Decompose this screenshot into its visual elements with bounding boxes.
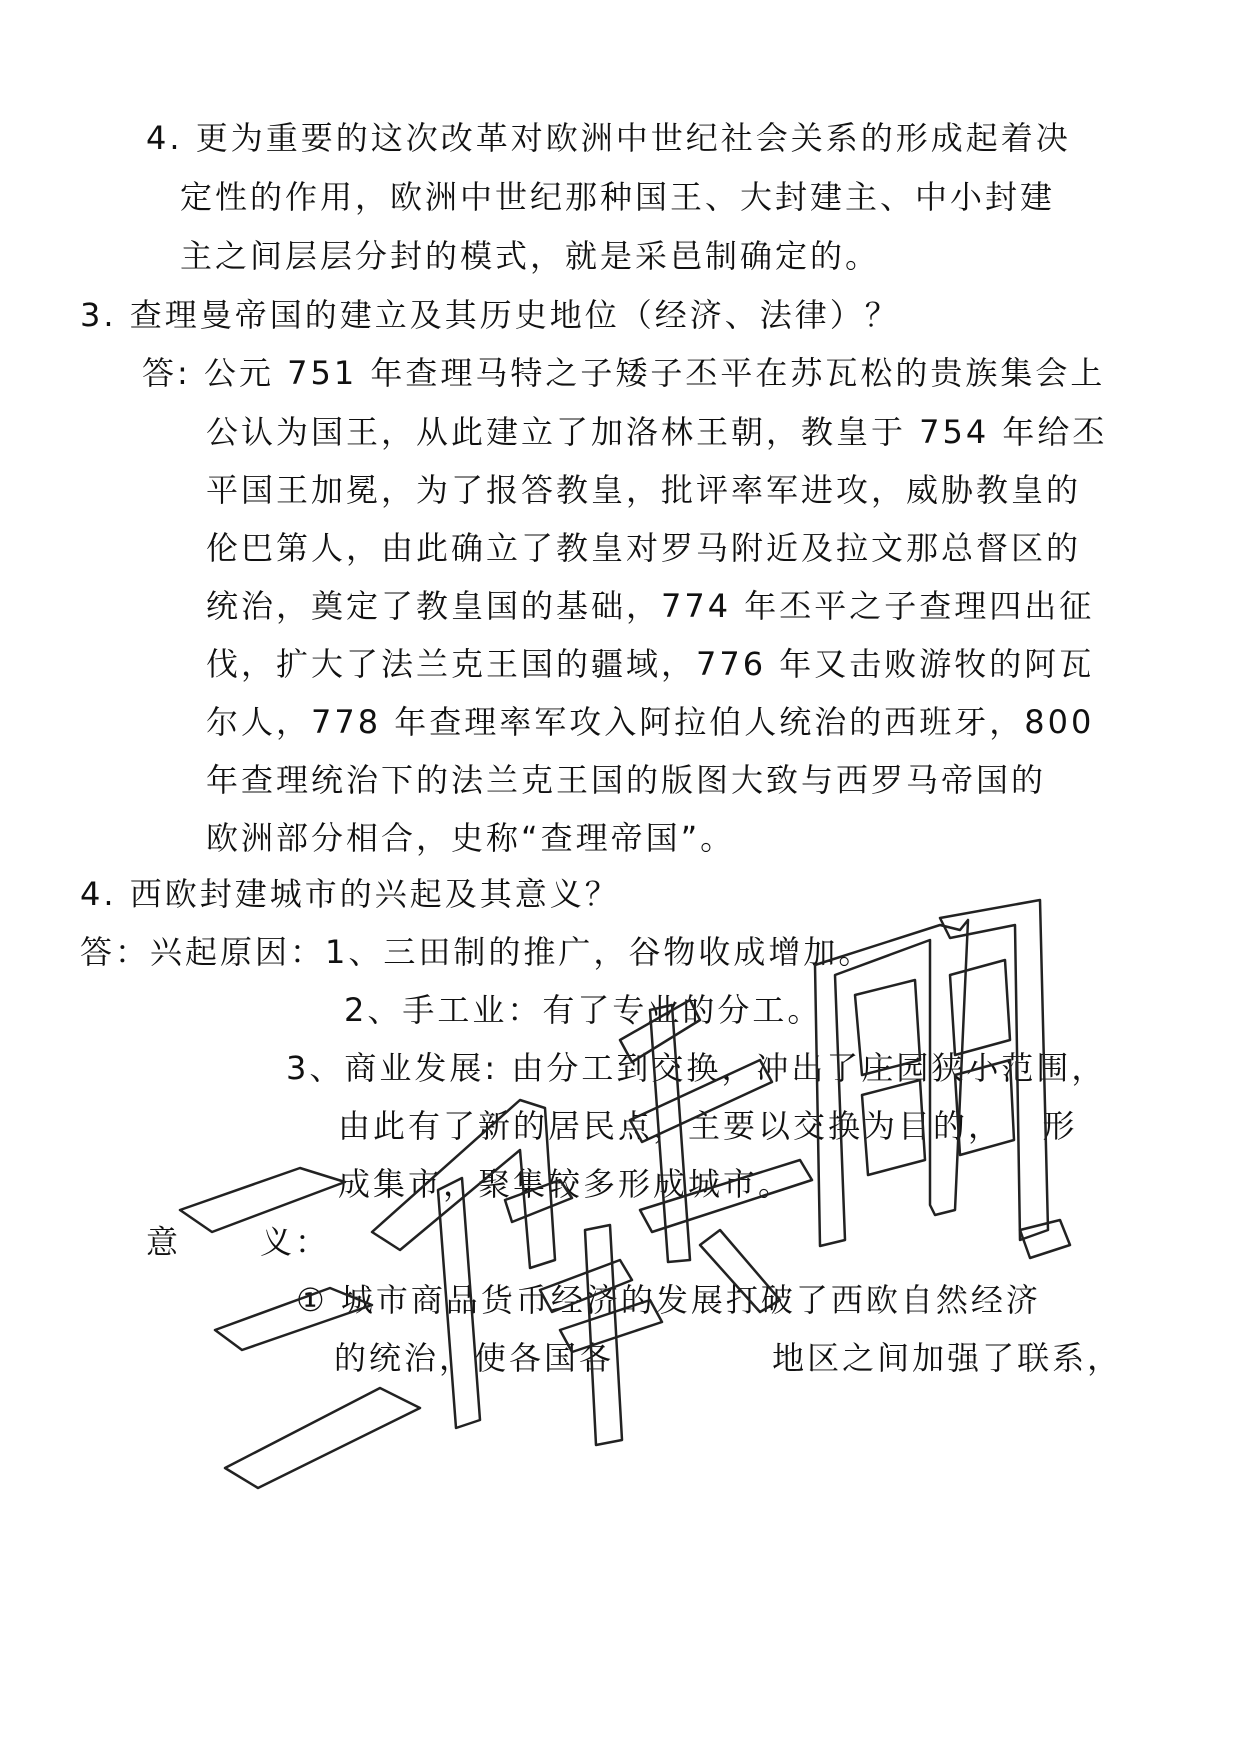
question4-reason-3-line3: 成集市，聚集较多形成城市。 xyxy=(338,1165,794,1203)
question3-answer-line: 公认为国王，从此建立了加洛林王朝，教皇于 754 年给丕 xyxy=(206,413,1108,451)
question4-reason-3-line1: 3、商业发展: 由分工到交换，冲出了庄园狭小范围， xyxy=(286,1049,1107,1087)
question3-answer-line: 欧洲部分相合，史称“查理帝国”。 xyxy=(206,819,736,857)
section4-line1: 4. 更为重要的这次改革对欧洲中世纪社会关系的形成起着决 xyxy=(146,119,1071,157)
question3-answer-line: 年查理统治下的法兰克王国的版图大致与西罗马帝国的 xyxy=(206,761,1047,799)
question3-answer-line: 尔人，778 年查理率军攻入阿拉伯人统治的西班牙，800 xyxy=(206,703,1095,741)
question3-answer-line: 答: 公元 751 年查理马特之子矮子丕平在苏瓦松的贵族集会上 xyxy=(142,354,1106,392)
question3-title: 3. 查理曼帝国的建立及其历史地位（经济、法律）？ xyxy=(80,296,900,334)
question4-reason-2: 2、手工业：有了专业的分工。 xyxy=(344,991,823,1029)
section4-line2: 定性的作用，欧洲中世纪那种国王、大封建主、中小封建 xyxy=(180,178,1056,216)
question3-answer-line: 伦巴第人，由此确立了教皇对罗马附近及拉文那总督区的 xyxy=(206,529,1082,567)
question4-reason-1: 答：兴起原因：1、三田制的推广，谷物收成增加。 xyxy=(80,933,874,971)
question3-answer-line: 统治，奠定了教皇国的基础，774 年丕平之子查理四出征 xyxy=(206,587,1095,625)
section4-line3: 主之间层层分封的模式，就是采邑制确定的。 xyxy=(180,237,881,275)
question4-title: 4. 西欧封建城市的兴起及其意义？ xyxy=(80,875,620,913)
question4-reason-3-line2: 由此有了新的居民点，主要以交换为目的， 形 xyxy=(338,1107,1078,1145)
question3-answer-line: 伐，扩大了法兰克王国的疆域，776 年又击败游牧的阿瓦 xyxy=(206,645,1095,683)
significance-label: 意 义： xyxy=(146,1223,331,1261)
significance-1-line1: ① 城市商品货币经济的发展打破了西欧自然经济 xyxy=(296,1281,1041,1319)
question3-answer-line: 平国王加冕，为了报答教皇，批评率军进攻，威胁教皇的 xyxy=(206,471,1082,509)
significance-1-line2: 的统治，使各国各 地区之间加强了联系， xyxy=(334,1339,1123,1377)
